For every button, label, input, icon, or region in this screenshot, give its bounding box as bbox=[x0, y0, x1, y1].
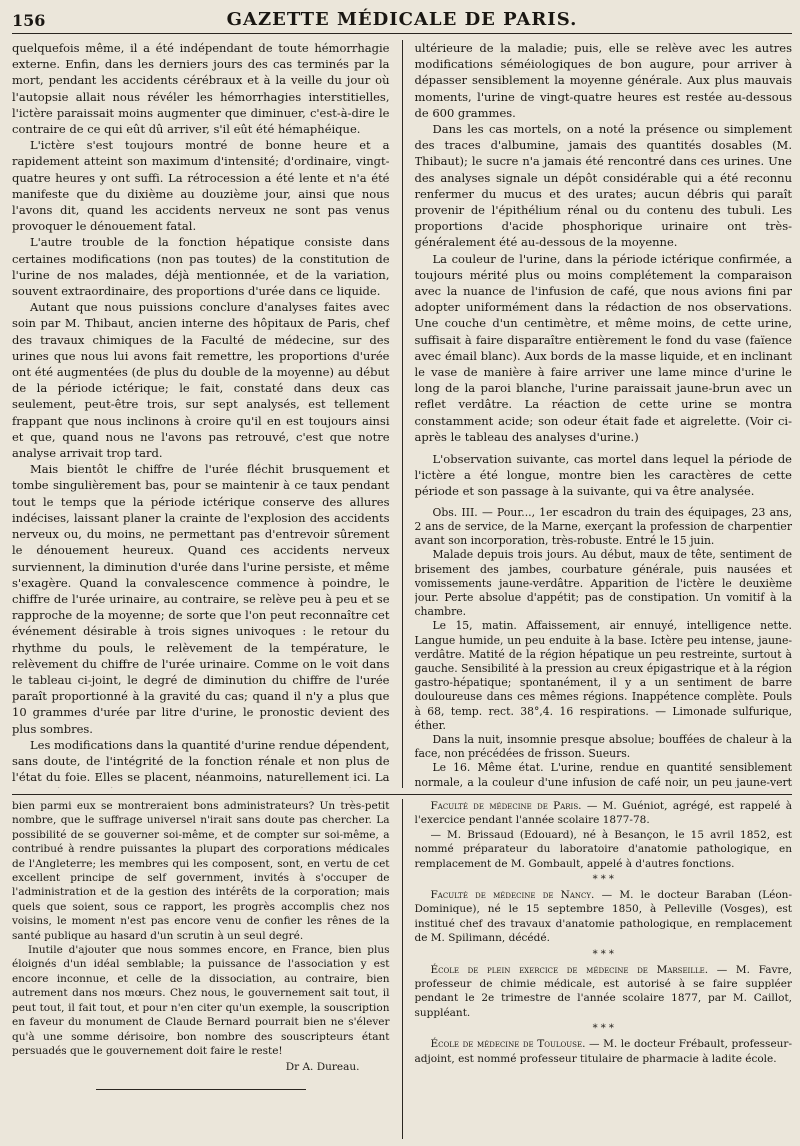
news-text: — M. le docteur Baraban (Léon-Dominique), né le 15 septembre 1850, à Pelleville (Vosges), est institué chef des travaux d'anatomie pathologique, en remplacement de M. Spilimann, décédé. bbox=[414, 889, 792, 945]
observation-paragraph: Le 15, matin. Affaissement, air ennuyé, intelligence nette. Langue humide, un peu enduite à la base. Ictère peu intense, jaune-verdâtre. Matité de la région hépatique un peu restreinte, surtout à gauche. Sensibilité à la pression au creux épigastrique et à la région gastro-hépatique; spontanément, il y a un sentiment de barre douloureuse dans ces mêmes régions. Inappétence complète. Pouls à 68, temp. rect. 38°,4. 16 respirations. — Limonade sulfurique, éther. bbox=[414, 619, 792, 732]
editorial-column bbox=[12, 799, 390, 1139]
news-item-marseille bbox=[415, 963, 793, 1021]
news-item-nancy bbox=[415, 888, 793, 946]
news-item-paris bbox=[415, 799, 793, 871]
news-title: École de médecine de Toulouse. bbox=[430, 1038, 586, 1051]
news-title: École de plein exercice de médecine de Marseille. bbox=[430, 963, 709, 976]
signature-rule bbox=[96, 1089, 306, 1090]
article-right-column bbox=[415, 40, 793, 788]
news-item-toulouse bbox=[415, 1037, 793, 1066]
page-number: 156 bbox=[12, 11, 46, 30]
separator-stars: * * * bbox=[592, 874, 614, 886]
news-text: — M. Brissaud (Edouard), né à Besançon, le 15 avril 1852, est nommé préparateur du laboratoire d'anatomie pathologique, en remplacement de M. Gombault, appelé à d'autres fonctions. bbox=[414, 828, 792, 870]
column-rule bbox=[402, 799, 403, 1139]
observation-paragraph: Le 16. Même état. L'urine, rendue en quantité sensiblement normale, a la couleur d'une infusion de café noir, un peu jaune-vert bbox=[414, 761, 792, 788]
article-section bbox=[12, 40, 792, 788]
article-paragraph: Mais bientôt le chiffre de l'urée fléchit brusquement et tombe singulièrement bas, pour se maintenir à ce taux pendant tout le temps que la période ictérique conserve des allures indécises, laissant planer la crainte de l'explosion des accidents nerveux ou, du moins, ne permettant pas d'entrevoir sûrement le dénouement heureux. Quand ces accidents nerveux surviennent, la diminution d'urée dans l'urine persiste, et même s'exagère. Quand la convalescence commence à poindre, le chiffre de l'urée urinaire, au contraire, se relève peu à peu et se rapproche de la moyenne; de sorte que l'on peut reconnaître cet événement désirable à trois signes univoques : le retour du rhythme du pouls, le relèvement de la température, le relèvement du chiffre de l'urée urinaire. Comme on le voit dans le tableau ci-joint, le degré de diminution du chiffre de l'urée paraît proportionné à la gravité du cas; quand il n'y a plus que 10 grammes d'urée par litre d'urine, le pronostic devient des plus sombres. bbox=[12, 462, 390, 736]
article-paragraph: ultérieure de la maladie; puis, elle se relève avec les autres modifications séméiologiques de bon augure, pour arriver à dépasser sensiblement la moyenne générale. Aux plus mauvais moments, l'urine de vingt-quatre heures est restée au-dessous de 600 grammes. bbox=[414, 41, 792, 120]
editorial-paragraph: bien parmi eux se montreraient bons administrateurs? Un très-petit nombre, que le suffrage universel n'irait sans doute pas chercher. La possibilité de se gouverner soi-même, et de compter sur soi-même, a contribué à rendre puissantes la plupart des corporations médicales de l'Angleterre; les membres qui les composent, sont, en vertu de cet excellent principe de self government, invités à s'occuper de l'administration et de la gestion des intérêts de la corporation; mais quels que soient, sous ce rapport, les progrès accomplis chez nos voisins, le moment n'est pas encore venu de confier les rênes de la santé publique au hasard d'un scrutin à un seul degré. bbox=[12, 800, 390, 942]
observation-heading: Obs. III. — Pour..., 1er escadron du train des équipages, 23 ans, 2 ans de service, de la Marne, exerçant la profession de charpentier avant son incorporation, très-robuste. Entré le 15 juin. bbox=[414, 505, 792, 548]
news-text: — M. Favre, professeur de chimie médicale, est autorisé à se faire suppléer pendant le 2e trimestre de l'année scolaire 1877, par M. Caillot, suppléant. bbox=[414, 963, 792, 1019]
article-paragraph: Autant que nous puissions conclure d'analyses faites avec soin par M. Thibaut, ancien interne des hôpitaux de Paris, chef des travaux chimiques de la Faculté de médecine, sur des urines que nous lui avons fait remettre, les proportions d'urée ont été augmentées (de plus du double de la moyenne) au début de la période ictérique; le fait, constaté dans deux cas seulement, peut-être trois, sur sept analysés, est tellement frappant que nous inclinons à croire qu'il en est toujours ainsi et que, quand nous ne l'avons pas retrouvé, c'est que notre analyse arrivait trop tard. bbox=[12, 300, 390, 461]
article-paragraph: L'autre trouble de la fonction hépatique consiste dans certaines modifications (non pas toutes) de la constitution de l'urine de nos malades, déjà mentionnée, et de la variation, souvent extraordinaire, des proportions d'urée dans ce liquide. bbox=[12, 235, 390, 299]
feuilleton-section bbox=[12, 799, 792, 1139]
column-rule bbox=[402, 40, 403, 788]
article-left-column bbox=[12, 40, 390, 788]
page-header bbox=[12, 0, 792, 34]
separator-stars: * * * bbox=[592, 1023, 614, 1035]
news-text: — M. le docteur Frébault, professeur-adjoint, est nommé professeur titulaire de pharmacie à ladite école. bbox=[414, 1038, 792, 1065]
news-text: — M. Guéniot, agrégé, est rappelé à l'exercice pendant l'année scolaire 1877-78. bbox=[414, 800, 792, 827]
observation-block bbox=[415, 506, 793, 788]
observation-paragraph: Malade depuis trois jours. Au début, maux de tête, sentiment de brisement des jambes, courbature générale, puis nausées et vomissements jaune-verdâtre. Apparition de l'ictère le deuxième jour. Perte absolue d'appétit; pas de constipation. Un vomitif à la chambre. bbox=[414, 548, 792, 619]
article-paragraph: L'observation suivante, cas mortel dans lequel la période de l'ictère a été longue, montre bien les caractères de cette période et son passage à la suivante, qui va être analysée. bbox=[414, 452, 792, 499]
article-paragraph: Les modifications dans la quantité d'urine rendue dépendent, sans doute, de l'intégrité de la fonction rénale et non plus de l'état du foie. Elles se placent, néanmoins, naturellement ici. La bbox=[12, 737, 390, 785]
editorial-paragraph: Inutile d'ajouter que nous sommes encore, en France, bien plus éloignés d'un idéal semblable; la puissance de l'association y est encore inconnue, et celle de la dissociation, au contraire, bien autrement dans nos mœurs. Chez nous, le gouvernement sait tout, il peut tout, il fait tout, et pour n'en citer qu'un exemple, la souscription en faveur du monument de Claude Bernard pourrait bien ne s'élever qu'à une somme dérisoire, bon nombre des souscripteurs étant persuadés que le gouvernement doit faire le reste! bbox=[12, 944, 390, 1057]
article-paragraph: La couleur de l'urine, dans la période ictérique confirmée, a toujours mérité plus ou moins complétement la comparaison avec la nuance de l'infusion de café, que nous avions fini par adopter uniformément dans la rédaction de nos observations. Une couche d'un centimètre, et même moins, de cette urine, suffisait à faire disparaître entièrement le fond du vase (faïence avec émail blanc). Aux bords de la masse liquide, et en inclinant le vase de manière à faire arriver une lame mince d'urine le long de la paroi blanche, l'urine paraissait jaune-brun avec un reflet verdâtre. La réaction de cette urine se montra constamment acide; son odeur était fade et aigrelette. (Voir ci-après le tableau des analyses d'urine.) bbox=[414, 251, 792, 444]
news-title: Faculté de médecine de Nancy. bbox=[430, 889, 595, 902]
article-paragraph: L'ictère s'est toujours montré de bonne heure et a rapidement atteint son maximum d'intensité; d'ordinaire, vingt-quatre heures y ont suffi. La rétrocession a été lente et n'a été manifeste que du dixième au douzième jour, ainsi que nous l'avons dit, quand les accidents nerveux ne sont pas venus provoquer le dénouement fatal. bbox=[12, 138, 390, 234]
news-title: Faculté de médecine de Paris. bbox=[430, 800, 582, 812]
observation-paragraph: Dans la nuit, insomnie presque absolue; bouffées de chaleur à la face, non précédées de frisson. Sueurs. bbox=[414, 732, 792, 761]
news-column bbox=[415, 799, 793, 1139]
author-signature: Dr A. Dureau. bbox=[285, 1061, 360, 1074]
separator-stars: * * * bbox=[592, 948, 614, 960]
section-divider bbox=[12, 794, 792, 795]
article-paragraph: quelquefois même, il a été indépendant de toute hémorrhagie externe. Enfin, dans les derniers jours des cas terminés par la mort, pendant les accidents cérébraux et à la veille du jour où l'autopsie allait nous révéler les hémorrhagies interstitielles, l'ictère paraissait moins augmenter que diminuer, c'est-à-dire le contraire de ce qui eût dû arriver, s'il eût été hémaphéique. bbox=[12, 41, 390, 137]
article-paragraph: Dans les cas mortels, on a noté la présence ou simplement des traces d'albumine, jamais des quantités dosables (M. Thibaut); le sucre n'a jamais été rencontré dans ces urines. Une des analyses signale un dépôt considérable qui a été reconnu renfermer du mucus et des urates; aucun débris qui paraît provenir de l'épithélium rénal ou du contenu des tubuli. Les proportions d'acide phosphorique urinaire ont très-généralement été au-dessous de la moyenne. bbox=[414, 122, 792, 250]
journal-title: GAZETTE MÉDICALE DE PARIS. bbox=[226, 9, 578, 30]
